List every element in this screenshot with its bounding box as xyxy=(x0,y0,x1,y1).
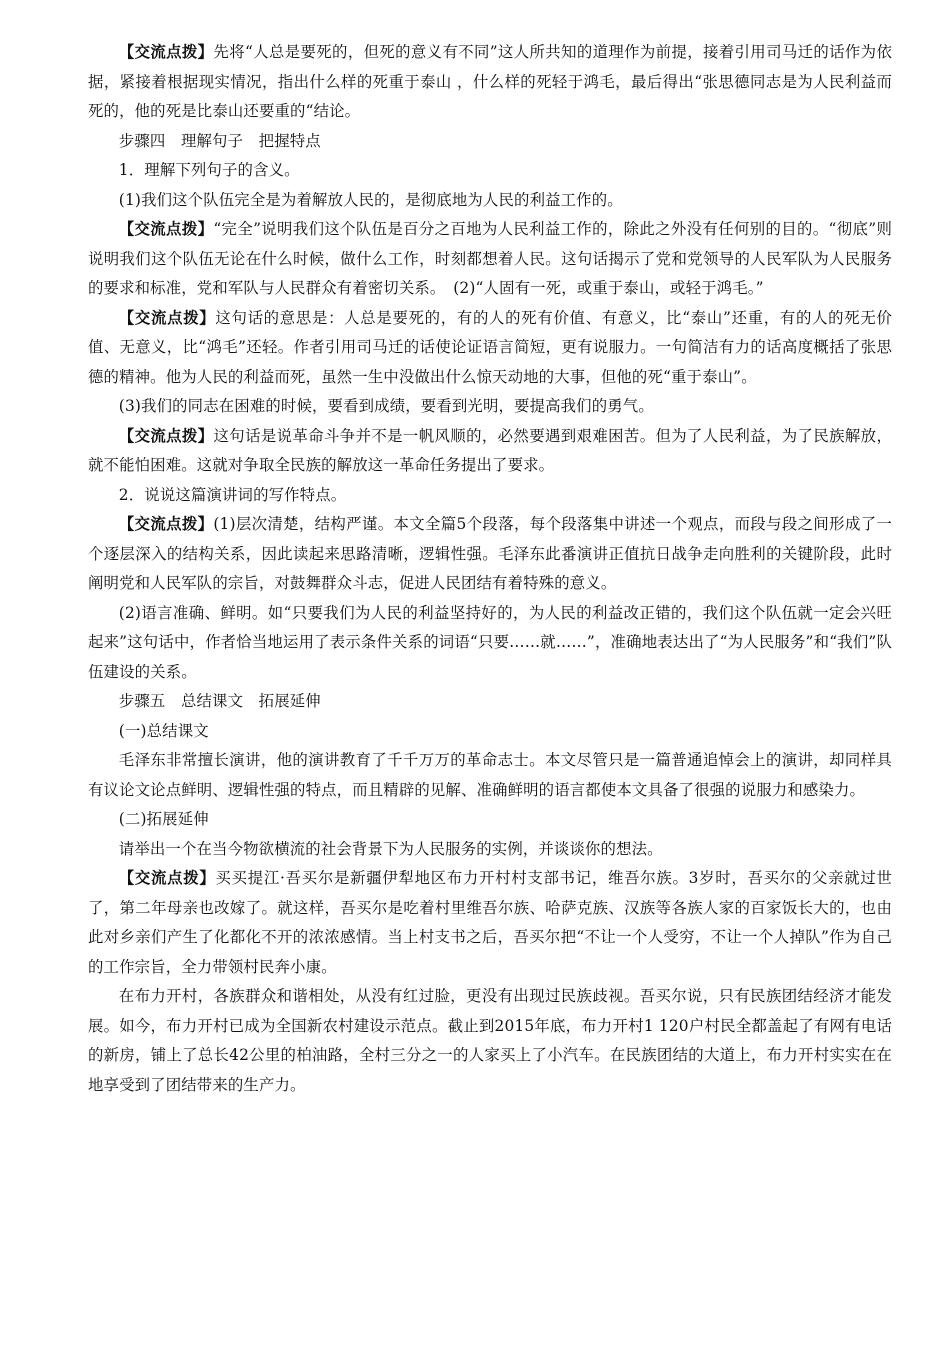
paragraph-text: 毛泽东非常擅长演讲，他的演讲教育了千千万万的革命志士。本文尽管只是一篇普通追悼会上的演讲，却同样具有议论文论点鲜明、逻辑性强的特点，而且精辟的见解、准确鲜明的语言都使本文具备了很强的说服力和感染力。 xyxy=(88,751,892,799)
document-page xyxy=(88,38,892,1100)
paragraph-text: 这句话的意思是：人总是要死的，有的人的死有价值、有意义，比“泰山”还重，有的人的死无价值、无意义，比“鸿毛”还轻。作者引用司马迁的话使论证语言简短，更有说服力。一句简洁有力的话高度概括了张思德的精神。他为人民的利益而死，虽然一生中没做出什么惊天动地的大事，但他的死“重于泰山”。 xyxy=(88,308,892,386)
paragraph-10 xyxy=(88,510,892,599)
paragraph-text: (3)我们的同志在困难的时候，要看到成绩，要看到光明，要提高我们的勇气。 xyxy=(118,397,654,415)
tip-tag: 【交流点拨】 xyxy=(118,869,216,887)
tip-tag: 【交流点拨】 xyxy=(118,308,216,327)
paragraph-17 xyxy=(88,864,892,982)
tip-tag: 【交流点拨】 xyxy=(118,515,214,533)
paragraph-11 xyxy=(88,599,892,688)
question-1 xyxy=(88,156,892,186)
paragraph-text: 先将“人总是要死的，但死的意义有不同”这人所共知的道理作为前提，接着引用司马迁的话作为依据，紧接着根据现实情况，指出什么样的死重于泰山 ，什么样的死轻于鸿毛，最后得出“张思德同志是为人民利益而死的，他的死是比泰山还要重的“结论。 xyxy=(88,43,892,120)
paragraph-text: (1)层次清楚，结构严谨。本文全篇5个段落，每个段落集中讲述一个观点，而段与段之间形成了一个逐层深入的结构关系，因此读起来思路清晰，逻辑性强。毛泽东此番演讲正值抗日战争走向胜利的关键阶段，此时阐明党和人民军队的宗旨，对鼓舞群众斗志，促进人民团结有着特殊的意义。 xyxy=(88,515,893,592)
paragraph-text: 在布力开村，各族群众和谐相处，从没有红过脸，更没有出现过民族歧视。吾买尔说，只有民族团结经济才能发展。如今，布力开村已成为全国新农村建设示范点。截止到2015年底，布力开村1 120户村民全都盖起了有网有电话的新房，铺上了总长42公里的柏油路，全村三分之一的人家买上了小汽车。在民族团结的大道上，布力开村实实在在地享受到了团结带来的生产力。 xyxy=(88,987,892,1094)
sentence-1 xyxy=(88,186,892,216)
extension-prompt xyxy=(88,835,892,865)
step-four-heading xyxy=(88,127,892,157)
paragraph-6 xyxy=(88,304,892,393)
paragraph-1 xyxy=(88,38,892,127)
extension-heading xyxy=(88,805,892,835)
paragraph-text: 步骤四 理解句子 把握特点 xyxy=(118,131,321,150)
paragraph-text: 请举出一个在当今物欲横流的社会背景下为人民服务的实例，并谈谈你的想法。 xyxy=(118,839,663,858)
summary-paragraph xyxy=(88,746,892,805)
paragraph-8 xyxy=(88,422,892,481)
paragraph-text: “完全”说明我们这个队伍是百分之百地为人民利益工作的，除此之外没有任何别的目的。“彻底”则说明我们这个队伍无论在什么时候，做什么工作，时刻都想着人民。这句话揭示了党和党领导的人民军队为人民服务的要求和标准，党和军队与人民群众有着密切关系。 (2)“人固有一死，或重于泰山，或轻于鸿毛。” xyxy=(88,220,892,297)
paragraph-text: (2)语言准确、鲜明。如“只要我们为人民的利益坚持好的，为人民的利益改正错的，我们这个队伍就一定会兴旺起来”这句话中，作者恰当地运用了表示条件关系的词语“只要……就……”，准确地表达出了“为人民服务”和“我们”队伍建设的关系。 xyxy=(88,603,892,681)
paragraph-text: (一)总结课文 xyxy=(118,721,209,740)
paragraph-text: (二)拓展延伸 xyxy=(118,810,209,828)
paragraph-text: 1．理解下列句子的含义。 xyxy=(118,161,300,179)
paragraph-text: 这句话是说革命斗争并不是一帆风顺的，必然要遇到艰难困苦。但为了人民利益，为了民族解放，就不能怕困难。这就对争取全民族的解放这一革命任务提出了要求。 xyxy=(88,426,893,474)
summary-heading xyxy=(88,717,892,747)
tip-tag: 【交流点拨】 xyxy=(118,220,214,238)
paragraph-text: 2．说说这篇演讲词的写作特点。 xyxy=(118,485,347,504)
paragraph-5 xyxy=(88,215,892,304)
paragraph-18 xyxy=(88,982,892,1100)
step-five-heading xyxy=(88,687,892,717)
paragraph-text: (1)我们这个队伍完全是为着解放人民的，是彻底地为人民的利益工作的。 xyxy=(118,190,623,209)
paragraph-text: 步骤五 总结课文 拓展延伸 xyxy=(118,692,321,710)
paragraph-text: 买买提江·吾买尔是新疆伊犁地区布力开村村支部书记，维吾尔族。3岁时，吾买尔的父亲就过世了，第二年母亲也改嫁了。就这样，吾买尔是吃着村里维吾尔族、哈萨克族、汉族等各族人家的百家饭长大的，也由此对乡亲们产生了化都化不开的浓浓感情。当上村支书之后，吾买尔把“不让一个人受穷，不让一个人掉队”作为自己的工作宗旨，全力带领村民奔小康。 xyxy=(88,869,892,976)
tip-tag: 【交流点拨】 xyxy=(118,43,214,61)
question-2 xyxy=(88,481,892,511)
tip-tag: 【交流点拨】 xyxy=(118,426,214,445)
sentence-3 xyxy=(88,392,892,422)
